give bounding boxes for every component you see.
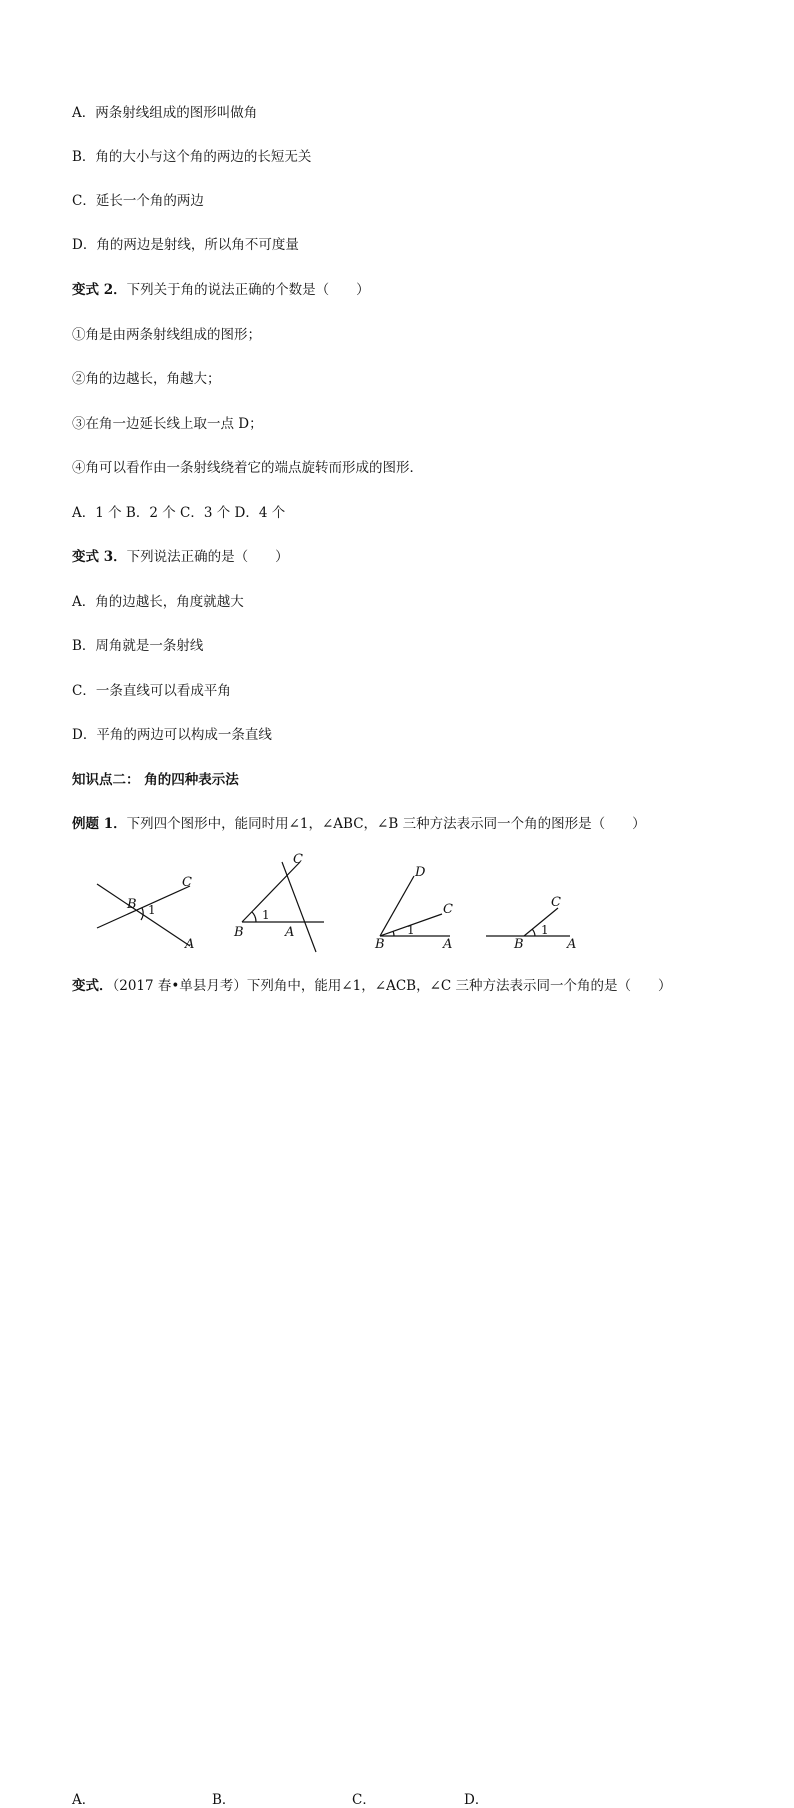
figure-c-angle-arc [393, 931, 394, 936]
figure-d-label-1: 1 [541, 923, 549, 937]
variant-2-item-1: ①角是由两条射线组成的图形； [72, 327, 261, 343]
figure-c-label-1: 1 [407, 923, 415, 937]
variant-2-options: A．1 个 B．2 个 C．3 个 D．4 个 [72, 505, 286, 521]
figure-option-b: B． [212, 1792, 236, 1808]
figure-c-label-a: A [443, 937, 453, 952]
figure-a-label-a: A [185, 937, 195, 952]
figure-d-label-b: B [514, 937, 524, 952]
variant-3-option-d: D．平角的两边可以构成一条直线 [72, 727, 272, 743]
figure-b-label-b: B [234, 925, 244, 940]
figure-d-label-c: C [551, 895, 561, 910]
figure-b [242, 862, 324, 952]
variant-2-text: 下列关于角的说法正确的个数是（ ） [126, 282, 370, 298]
figure-d [486, 908, 570, 936]
option-d-line: D．角的两边是射线，所以角不可度量 [72, 237, 299, 253]
option-b-line: B．角的大小与这个角的两边的长短无关 [72, 149, 312, 165]
figure-b-label-1: 1 [262, 908, 270, 922]
option-a-line: A．两条射线组成的图形叫做角 [72, 105, 258, 121]
variant-3-label: 变式 3． [72, 549, 127, 565]
figure-a-label-c: C [182, 875, 192, 890]
figure-a-line-2 [97, 886, 190, 928]
figure-c-label-b: B [375, 937, 385, 952]
example-1-label: 例题 1． [72, 816, 127, 832]
figure-b-ray [242, 862, 300, 922]
variant-last-question [72, 977, 672, 995]
figure-c-label-c: C [443, 902, 453, 917]
angle-figures-svg [0, 848, 794, 958]
figure-b-label-c: C [293, 852, 303, 867]
variant-2-item-2: ②角的边越长，角越大； [72, 371, 221, 387]
figure-c-label-d: D [415, 865, 426, 880]
example-1-question [72, 815, 646, 833]
figure-b-label-a: A [285, 925, 295, 940]
variant-3-option-a: A．角的边越长，角度就越大 [72, 594, 244, 610]
figure-d-angle-arc [532, 929, 535, 936]
option-c-line: C．延长一个角的两边 [72, 193, 204, 209]
figure-a [97, 884, 190, 946]
variant-last-label: 变式． [72, 978, 113, 994]
variant-last-text: （2017 春•单县月考）下列角中，能用∠1，∠ACB，∠C 三种方法表示同一个角的是（ ） [112, 978, 672, 994]
variant-2-question [72, 281, 370, 299]
figure-a-label-b: B [127, 897, 137, 912]
figure-b-angle-arc [252, 912, 256, 922]
figure-option-a: A． [72, 1792, 96, 1808]
figure-d-label-a: A [567, 937, 577, 952]
variant-3-text: 下列说法正确的是（ ） [126, 549, 289, 565]
variant-2-item-4: ④角可以看作由一条射线绕着它的端点旋转而形成的图形． [72, 460, 423, 476]
variant-2-item-3: ③在角一边延长线上取一点 D； [72, 416, 263, 432]
figure-option-c: C． [352, 1792, 376, 1808]
variant-3-question [72, 548, 289, 566]
figure-a-label-1: 1 [148, 903, 156, 917]
figure-c [380, 876, 450, 936]
knowledge-point-2-heading: 知识点二： 角的四种表示法 [72, 772, 239, 788]
example-1-text: 下列四个图形中，能同时用∠1，∠ABC，∠B 三种方法表示同一个角的图形是（ ） [126, 816, 646, 832]
variant-2-label: 变式 2． [72, 282, 127, 298]
variant-3-option-b: B．周角就是一条射线 [72, 638, 204, 654]
variant-3-option-c: C．一条直线可以看成平角 [72, 683, 231, 699]
figure-option-d: D． [464, 1792, 489, 1808]
